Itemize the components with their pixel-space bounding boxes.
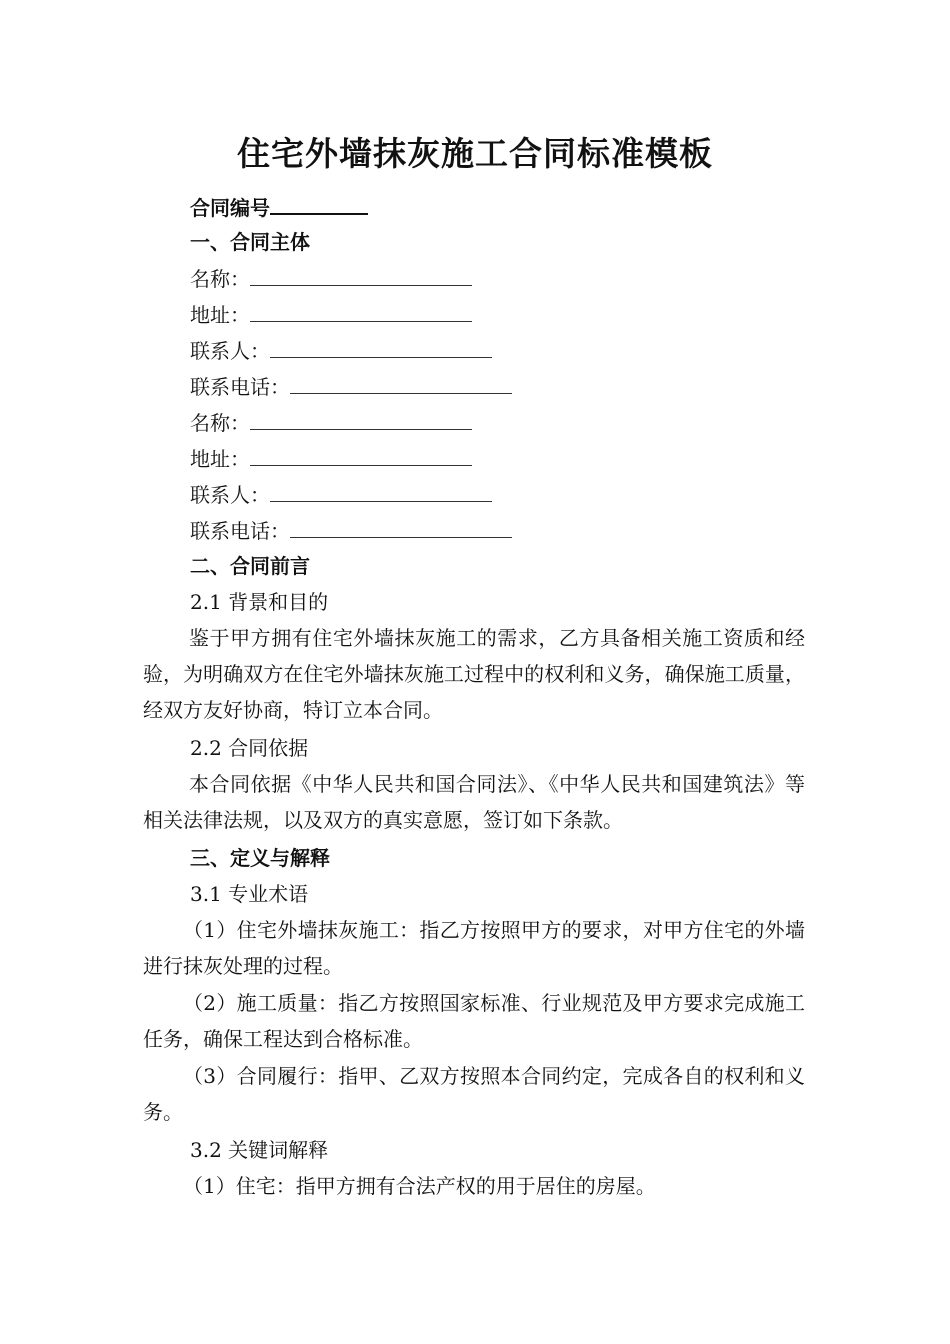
party-b-name-line <box>190 409 472 436</box>
field-label: 联系人： <box>190 483 270 507</box>
party-a-address-line <box>190 301 472 328</box>
section-1-heading: 一、合同主体 <box>190 230 310 254</box>
party-b-address-line <box>190 445 472 472</box>
definition-item: （1）住宅外墙抹灰施工：指乙方按照甲方的要求，对甲方住宅的外墙进行抹灰处理的过程。 <box>143 918 805 978</box>
subsection-2-2-heading: 2.2 合同依据 <box>190 736 309 760</box>
party-b-contact-line <box>190 481 492 508</box>
field-label: 地址： <box>190 303 250 327</box>
party-a-address-blank[interactable] <box>250 301 472 322</box>
section-2-heading: 二、合同前言 <box>190 554 310 578</box>
field-label: 地址： <box>190 447 250 471</box>
subsection-2-1-heading: 2.1 背景和目的 <box>190 590 329 614</box>
field-label: 名称： <box>190 411 250 435</box>
party-a-phone-blank[interactable] <box>290 373 512 394</box>
subsection-3-1-heading: 3.1 专业术语 <box>190 882 309 906</box>
field-label: 联系电话： <box>190 519 290 543</box>
party-a-contact-line <box>190 337 492 364</box>
party-b-name-blank[interactable] <box>250 409 472 430</box>
contract-number-blank[interactable] <box>270 193 368 215</box>
field-label: 联系人： <box>190 339 270 363</box>
party-b-contact-blank[interactable] <box>270 481 492 502</box>
party-a-name-line <box>190 265 472 292</box>
paragraph-2-1: 鉴于甲方拥有住宅外墙抹灰施工的需求，乙方具备相关施工资质和经验，为明确双方在住宅外墙抹灰施工过程中的权利和义务，确保施工质量，经双方友好协商，特订立本合同。 <box>143 626 805 722</box>
field-label: 名称： <box>190 267 250 291</box>
definition-item: （2）施工质量：指乙方按照国家标准、行业规范及甲方要求完成施工任务，确保工程达到合格标准。 <box>143 991 805 1051</box>
party-a-phone-line <box>190 373 512 400</box>
contract-number-label: 合同编号 <box>190 196 270 220</box>
keyword-item: （1）住宅：指甲方拥有合法产权的用于居住的房屋。 <box>183 1174 656 1198</box>
definition-item: （3）合同履行：指甲、乙双方按照本合同约定，完成各自的权利和义务。 <box>143 1064 805 1124</box>
document-title: 住宅外墙抹灰施工合同标准模板 <box>237 134 713 173</box>
party-b-phone-line <box>190 517 512 544</box>
party-a-name-blank[interactable] <box>250 265 472 286</box>
paragraph-2-2: 本合同依据《中华人民共和国合同法》、《中华人民共和国建筑法》等相关法律法规，以及双方的真实意愿，签订如下条款。 <box>143 772 805 832</box>
party-b-phone-blank[interactable] <box>290 517 512 538</box>
party-b-address-blank[interactable] <box>250 445 472 466</box>
section-3-heading: 三、定义与解释 <box>190 846 330 870</box>
contract-number-line <box>190 193 368 221</box>
subsection-3-2-heading: 3.2 关键词解释 <box>190 1138 329 1162</box>
field-label: 联系电话： <box>190 375 290 399</box>
party-a-contact-blank[interactable] <box>270 337 492 358</box>
